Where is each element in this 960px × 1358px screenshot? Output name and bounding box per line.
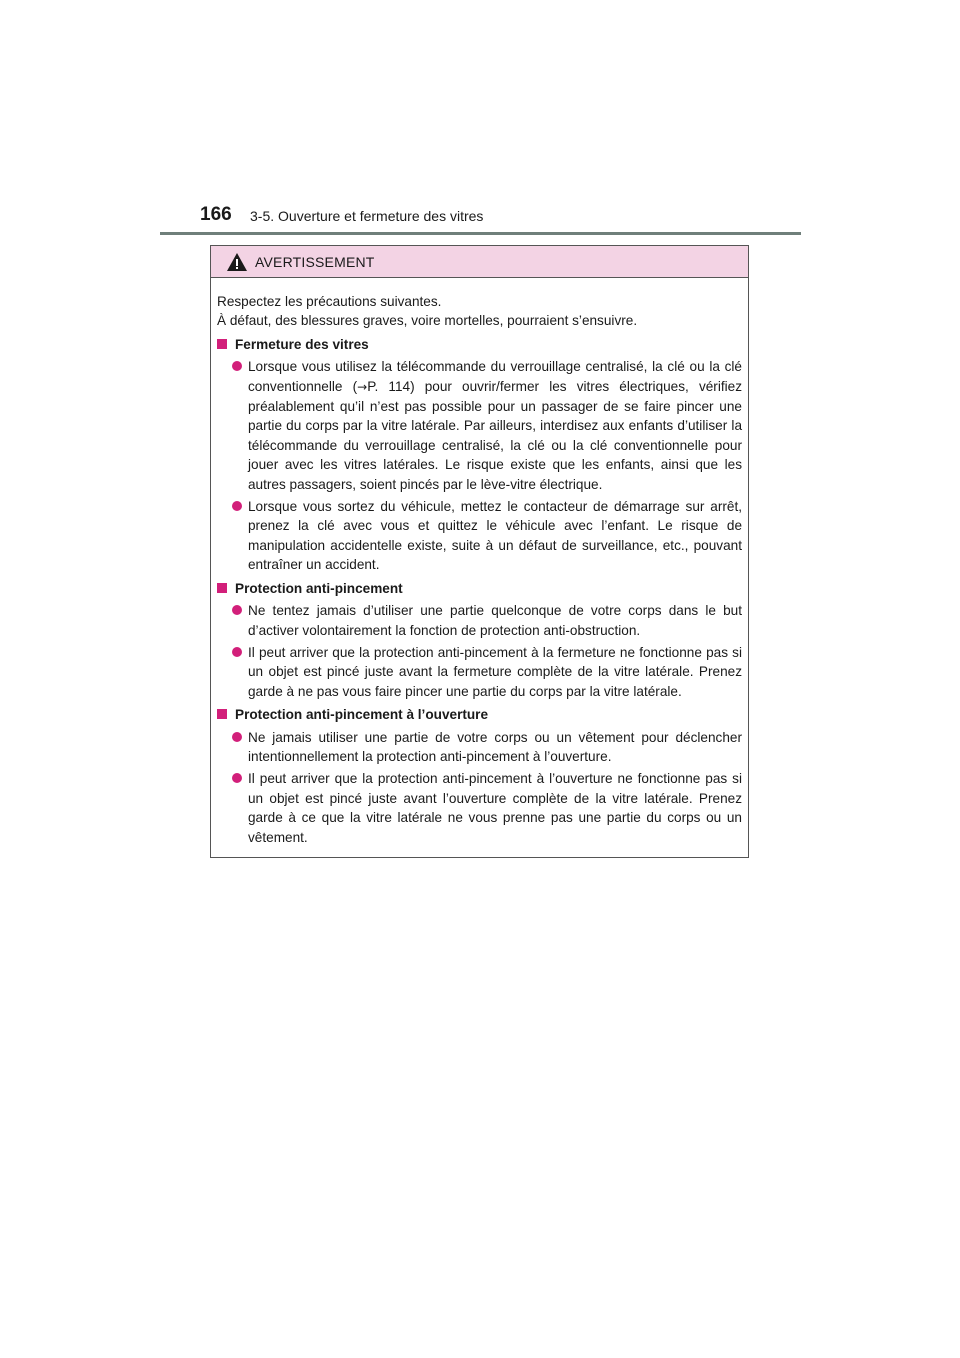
section-heading: Protection anti-pincement: [217, 579, 742, 598]
dot-bullet-icon: [232, 647, 242, 657]
list-item: Ne jamais utiliser une partie de votre corps ou un vêtement pour déclencher intentionnellement la protection anti-pincement à l’ouverture.: [217, 728, 742, 767]
header-rule: [160, 232, 801, 235]
intro-line: À défaut, des blessures graves, voire mortelles, pourraient s’ensuivre.: [217, 313, 638, 329]
list-item: Lorsque vous sortez du véhicule, mettez le contacteur de démarrage sur arrêt, prenez la clé avec vous et quittez le véhicule avec l’enfant. Le risque de manipulation accidentelle existe, suite à un défaut de surveillance, etc., pouvant entraîner un accident.: [217, 497, 742, 575]
intro-line: Respectez les précautions suivantes.: [217, 294, 442, 309]
warning-box: [210, 245, 749, 858]
warning-triangle-icon: [226, 252, 248, 272]
warning-header: [211, 246, 748, 278]
dot-bullet-icon: [232, 773, 242, 783]
square-bullet-icon: [217, 583, 227, 593]
list-item: Il peut arriver que la protection anti-pincement à l’ouverture ne fonctionne pas si un objet est pincé juste avant l’ouverture complète de la vitre latérale. Prenez garde à ce que la vitre latérale ne vous prenne pas une partie du corps ou un vêtement.: [217, 769, 742, 847]
warning-label: AVERTISSEMENT: [255, 254, 375, 270]
list-item: Ne tentez jamais d’utiliser une partie quelconque de votre corps dans le but d’activer volontairement la fonction de protection anti-obstruction.: [217, 601, 742, 640]
section-heading: Fermeture des vitres: [217, 335, 742, 354]
dot-bullet-icon: [232, 605, 242, 615]
section-heading: Protection anti-pincement à l’ouverture: [217, 705, 742, 724]
dot-bullet-icon: [232, 501, 242, 511]
section-anti-pinch: [217, 579, 742, 701]
list-item: Il peut arriver que la protection anti-pincement à la fermeture ne fonctionne pas si un objet est pincé juste avant la fermeture complète de la vitre latérale. Prenez garde à ne pas vous faire pincer une partie du corps par la vitre latérale.: [217, 643, 742, 701]
section-anti-pinch-opening: [217, 705, 742, 847]
warning-body: [211, 278, 748, 847]
page-header: [160, 204, 800, 234]
warning-intro: [217, 292, 742, 331]
section-window-closing: [217, 335, 742, 575]
arrow-icon: →: [357, 379, 368, 394]
section-title: 3-5. Ouverture et fermeture des vitres: [250, 208, 484, 224]
page-number: 166: [200, 204, 232, 225]
square-bullet-icon: [217, 339, 227, 349]
square-bullet-icon: [217, 709, 227, 719]
list-item: Lorsque vous utilisez la télécommande du verrouillage centralisé, la clé ou la clé conventionnelle (→P. 114) pour ouvrir/fermer les vitres électriques, vérifiez préalablement qu’il n’est pas possible pour un passager de se faire pincer une partie du corps par la vitre latérale. Par ailleurs, interdisez aux enfants d’utiliser la télécommande du verrouillage centralisé, la clé ou la clé conventionnelle pour jouer avec les vitres latérales. Le risque existe que les enfants, ainsi que les autres passagers, soient pincés par le lève-vitre électrique.: [217, 357, 742, 494]
dot-bullet-icon: [232, 732, 242, 742]
dot-bullet-icon: [232, 361, 242, 371]
